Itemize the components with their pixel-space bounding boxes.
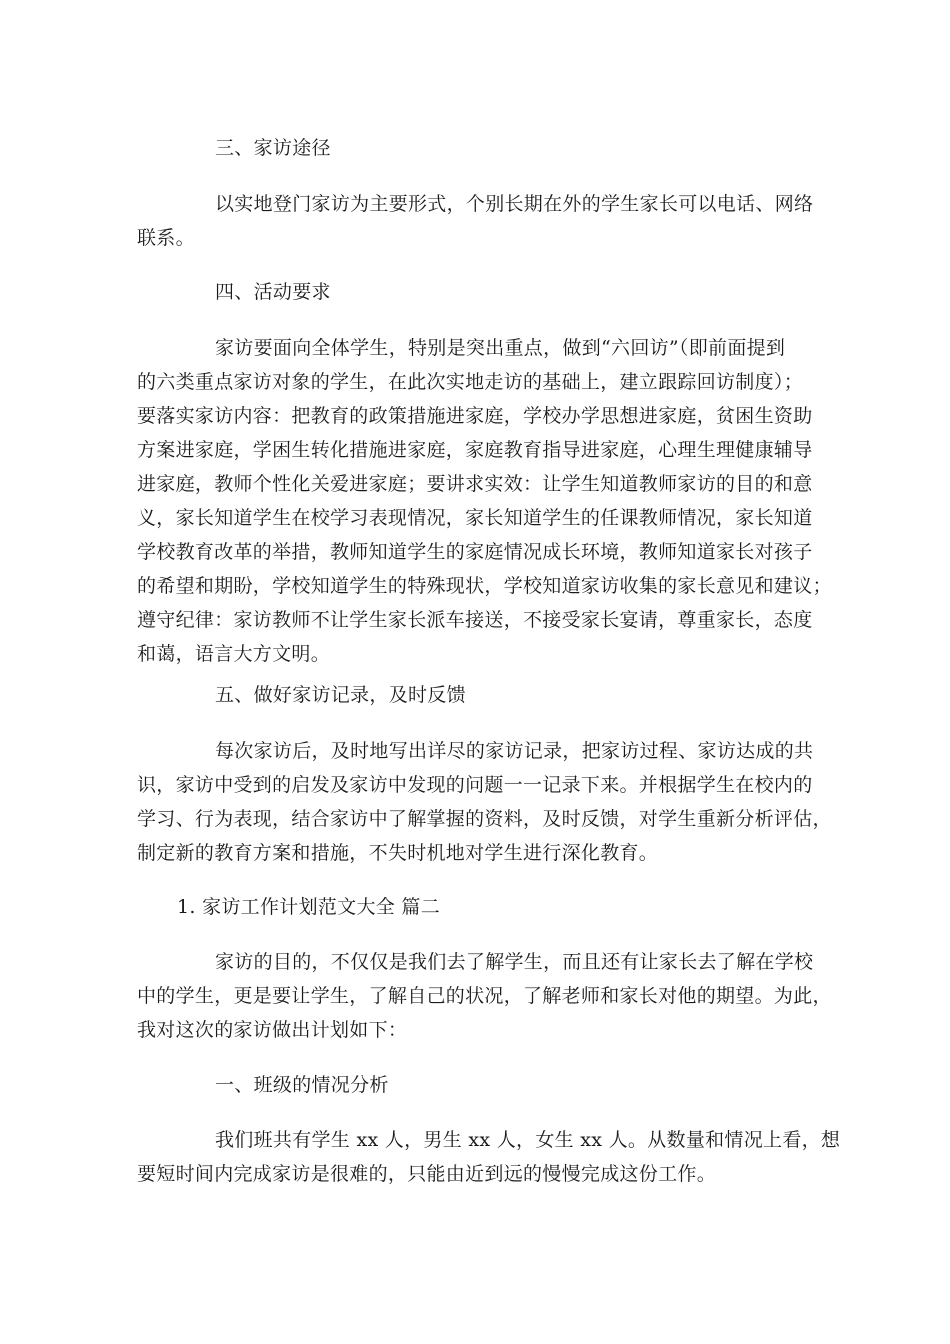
- section-heading: 三、家访途径: [215, 137, 331, 159]
- paragraph-line: 我们班共有学生 xx 人，男生 xx 人，女生 xx 人。从数量和情况上看，想: [215, 1129, 841, 1151]
- part-2-title: [137, 890, 813, 924]
- paragraph-line: 每次家访后，及时地写出详尽的家访记录，把家访过程、家访达成的共: [215, 740, 814, 762]
- paragraph-line: 方案进家庭，学困生转化措施进家庭，家庭教育指导进家庭，心理生理健康辅导: [137, 439, 813, 461]
- section-3: [137, 131, 813, 165]
- section-heading: 四、活动要求: [215, 281, 331, 303]
- paragraph-line: 遵守纪律：家访教师不让学生家长派车接送，不接受家长宴请，尊重家长，态度: [137, 609, 813, 631]
- paragraph-line: 要落实家访内容：把教育的政策措施进家庭，学校办学思想进家庭，贫困生资助: [137, 405, 813, 427]
- paragraph-line: 我对这次的家访做出计划如下：: [137, 1019, 408, 1041]
- paragraph-line: 中的学生，更是要让学生，了解自己的状况，了解老师和家长对他的期望。为此，: [137, 985, 832, 1007]
- part-2-section-1: [137, 1068, 813, 1102]
- paragraph-line: 学习、行为表现，结合家访中了解掌握的资料，及时反馈，对学生重新分析评估，: [137, 808, 832, 830]
- part-2-intro: [137, 945, 832, 1047]
- section-3-paragraph: [137, 187, 813, 255]
- section-5-paragraph: [137, 734, 832, 870]
- paragraph-line: 以实地登门家访为主要形式，个别长期在外的学生家长可以电话、网络: [215, 193, 814, 215]
- section-4: [137, 275, 813, 309]
- paragraph-line: 的希望和期盼，学校知道学生的特殊现状，学校知道家访收集的家长意见和建议；: [137, 575, 832, 597]
- paragraph-line: 家访要面向全体学生，特别是突出重点，做到“六回访”（即前面提到: [215, 337, 786, 359]
- part-title: 1. 家访工作计划范文大全 篇二: [177, 896, 441, 918]
- paragraph-line: 学校教育改革的举措，教师知道学生的家庭情况成长环境，教师知道家长对孩子: [137, 541, 813, 563]
- paragraph-line: 进家庭，教师个性化关爱进家庭；要讲求实效：让学生知道教师家访的目的和意: [137, 473, 813, 495]
- section-4-paragraph: [137, 331, 832, 671]
- section-heading: 五、做好家访记录，及时反馈: [215, 684, 466, 706]
- paragraph-line: 联系。: [137, 227, 195, 249]
- paragraph-line: 的六类重点家访对象的学生，在此次实地走访的基础上，建立跟踪回访制度）；: [137, 371, 804, 393]
- paragraph-line: 制定新的教育方案和措施，不失时机地对学生进行深化教育。: [137, 842, 659, 864]
- part-2-section-1-paragraph: [137, 1123, 841, 1191]
- paragraph-line: 要短时间内完成家访是很难的，只能由近到远的慢慢完成这份工作。: [137, 1163, 717, 1185]
- section-5: [137, 678, 813, 712]
- paragraph-line: 义，家长知道学生在校学习表现情况，家长知道学生的任课教师情况，家长知道: [137, 507, 813, 529]
- paragraph-line: 家访的目的，不仅仅是我们去了解学生，而且还有让家长去了解在学校: [215, 951, 814, 973]
- section-heading: 一、班级的情况分析: [215, 1074, 389, 1096]
- paragraph-line: 和蔼，语言大方文明。: [137, 643, 331, 665]
- paragraph-line: 识，家访中受到的启发及家访中发现的问题一一记录下来。并根据学生在校内的: [137, 774, 813, 796]
